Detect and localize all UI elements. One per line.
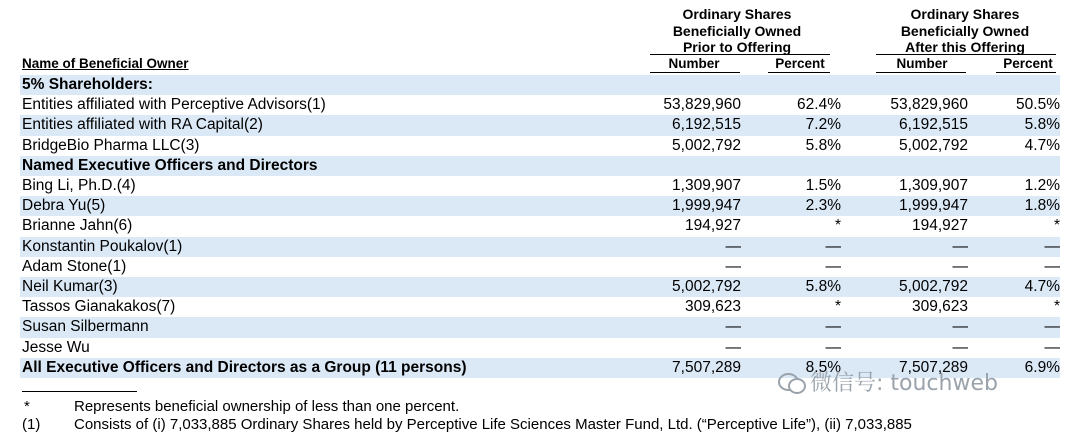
after-number-rule xyxy=(876,72,966,73)
after-number-header: Number xyxy=(896,56,948,71)
number-prior-cell: 7,507,289 xyxy=(672,358,741,376)
owner-name: Debra Yu(5) xyxy=(22,197,106,215)
table-row xyxy=(20,136,1060,156)
table-row xyxy=(20,338,1060,358)
footnote-text-2: Consists of (i) 7,033,885 Ordinary Shares held by Perceptive Life Sciences Master Fund, Ltd. (“Perceptive Life”), (ii) 7,033,885 xyxy=(74,416,912,433)
percent-after-cell: — xyxy=(1044,318,1060,336)
number-prior-cell: — xyxy=(725,237,741,255)
number-after-cell: — xyxy=(952,257,968,275)
number-after-cell: — xyxy=(952,338,968,356)
section-header-row xyxy=(20,156,1060,176)
after-header-line-3: After this Offering xyxy=(905,39,1025,55)
after-percent-rule xyxy=(996,72,1056,73)
number-after-cell: 5,002,792 xyxy=(899,136,968,154)
percent-after-cell: 4.7% xyxy=(1024,136,1060,154)
percent-prior-cell: 8.5% xyxy=(805,358,841,376)
percent-prior-cell: — xyxy=(825,338,841,356)
number-prior-cell: 6,192,515 xyxy=(672,116,741,134)
owner-name: Konstantin Poukalov(1) xyxy=(22,237,183,255)
prior-percent-header: Percent xyxy=(775,56,825,71)
after-offering-header xyxy=(894,6,1036,56)
percent-after-cell: 5.8% xyxy=(1024,116,1060,134)
number-after-cell: 194,927 xyxy=(911,217,968,235)
table-row xyxy=(20,257,1060,277)
after-header-line-2: Beneficially Owned xyxy=(900,22,1030,39)
percent-prior-cell: 1.5% xyxy=(805,177,841,194)
section-header-row xyxy=(20,75,1060,95)
owner-name: Jesse Wu xyxy=(22,338,90,356)
prior-percent-rule xyxy=(768,72,830,73)
prior-number-header: Number xyxy=(668,56,720,71)
percent-after-cell: — xyxy=(1044,257,1060,275)
percent-after-cell: 4.7% xyxy=(1024,278,1060,295)
after-header-rule xyxy=(876,54,1056,55)
table-row xyxy=(20,176,1060,196)
percent-prior-cell: 5.8% xyxy=(805,278,841,295)
percent-prior-cell: — xyxy=(825,257,841,275)
percent-prior-cell: 5.8% xyxy=(805,136,841,154)
percent-after-cell: 1.8% xyxy=(1024,197,1060,215)
table-row xyxy=(20,216,1060,236)
percent-after-cell: 1.2% xyxy=(1024,177,1060,194)
owner-name: 5% Shareholders: xyxy=(22,76,153,93)
number-prior-cell: — xyxy=(725,318,741,336)
prior-header-line-3: Prior to Offering xyxy=(682,39,792,55)
prior-offering-header xyxy=(666,6,808,56)
owner-name: Entities affiliated with RA Capital(2) xyxy=(22,116,263,134)
watermark xyxy=(778,366,998,397)
number-prior-cell: 309,623 xyxy=(684,298,741,316)
owner-name: Named Executive Officers and Directors xyxy=(22,156,318,174)
number-prior-cell: 1,309,907 xyxy=(672,177,741,194)
prior-header-line-2: Beneficially Owned xyxy=(672,22,802,39)
percent-after-cell: * xyxy=(1053,298,1060,316)
number-after-cell: 7,507,289 xyxy=(899,358,968,376)
watermark-text: 微信号: touchweb xyxy=(810,371,998,396)
number-after-cell: — xyxy=(952,237,968,255)
number-prior-cell: 1,999,947 xyxy=(672,197,741,215)
footnote-text-1: Represents beneficial ownership of less than one percent. xyxy=(74,398,460,415)
percent-prior-cell: 2.3% xyxy=(805,197,841,215)
owner-name: Neil Kumar(3) xyxy=(22,278,118,295)
percent-after-cell: 6.9% xyxy=(1024,358,1060,376)
prior-header-rule xyxy=(650,54,830,55)
owner-name: Entities affiliated with Perceptive Advisors(1) xyxy=(22,96,326,114)
number-after-cell: 6,192,515 xyxy=(899,116,968,134)
table-row xyxy=(20,196,1060,216)
percent-prior-cell: * xyxy=(834,217,841,235)
owner-column-header: Name of Beneficial Owner xyxy=(22,56,189,71)
number-prior-cell: — xyxy=(725,338,741,356)
owner-name: Bing Li, Ph.D.(4) xyxy=(22,177,136,194)
number-after-cell: 1,309,907 xyxy=(899,177,968,194)
percent-prior-cell: 62.4% xyxy=(797,96,841,114)
table-row xyxy=(20,297,1060,317)
percent-prior-cell: — xyxy=(825,318,841,336)
number-prior-cell: 5,002,792 xyxy=(672,278,741,295)
owner-name: Adam Stone(1) xyxy=(22,257,127,275)
number-prior-cell: 5,002,792 xyxy=(672,136,741,154)
owner-name: Brianne Jahn(6) xyxy=(22,217,133,235)
table-row xyxy=(20,317,1060,337)
prior-header-line-1: Ordinary Shares xyxy=(682,6,792,22)
owner-name: All Executive Officers and Directors as a Group (11 persons) xyxy=(22,358,467,376)
number-after-cell: 53,829,960 xyxy=(890,96,968,114)
number-prior-cell: 194,927 xyxy=(684,217,741,235)
after-header-line-1: Ordinary Shares xyxy=(910,6,1020,22)
percent-prior-cell: — xyxy=(825,237,841,255)
table-row xyxy=(20,237,1060,257)
owner-name: Tassos Gianakakos(7) xyxy=(22,298,176,316)
footnote-mark-1: * xyxy=(24,398,30,415)
prior-number-rule xyxy=(650,72,740,73)
number-after-cell: — xyxy=(952,318,968,336)
number-after-cell: 5,002,792 xyxy=(899,278,968,295)
after-percent-header: Percent xyxy=(1003,56,1053,71)
wechat-icon xyxy=(778,371,804,393)
number-after-cell: 1,999,947 xyxy=(899,197,968,215)
owner-name: Susan Silbermann xyxy=(22,318,149,336)
number-prior-cell: 53,829,960 xyxy=(663,96,741,114)
table-row xyxy=(20,95,1060,115)
table-row xyxy=(20,115,1060,135)
percent-after-cell: — xyxy=(1044,338,1060,356)
number-prior-cell: — xyxy=(725,257,741,275)
footnote-mark-2: (1) xyxy=(22,416,41,433)
footnote-divider xyxy=(22,391,137,392)
owner-name: BridgeBio Pharma LLC(3) xyxy=(22,136,200,154)
percent-prior-cell: 7.2% xyxy=(805,116,841,134)
number-after-cell: 309,623 xyxy=(911,298,968,316)
percent-after-cell: 50.5% xyxy=(1016,96,1060,114)
table-row xyxy=(20,277,1060,297)
percent-prior-cell: * xyxy=(834,298,841,316)
percent-after-cell: — xyxy=(1044,237,1060,255)
percent-after-cell: * xyxy=(1053,217,1060,235)
